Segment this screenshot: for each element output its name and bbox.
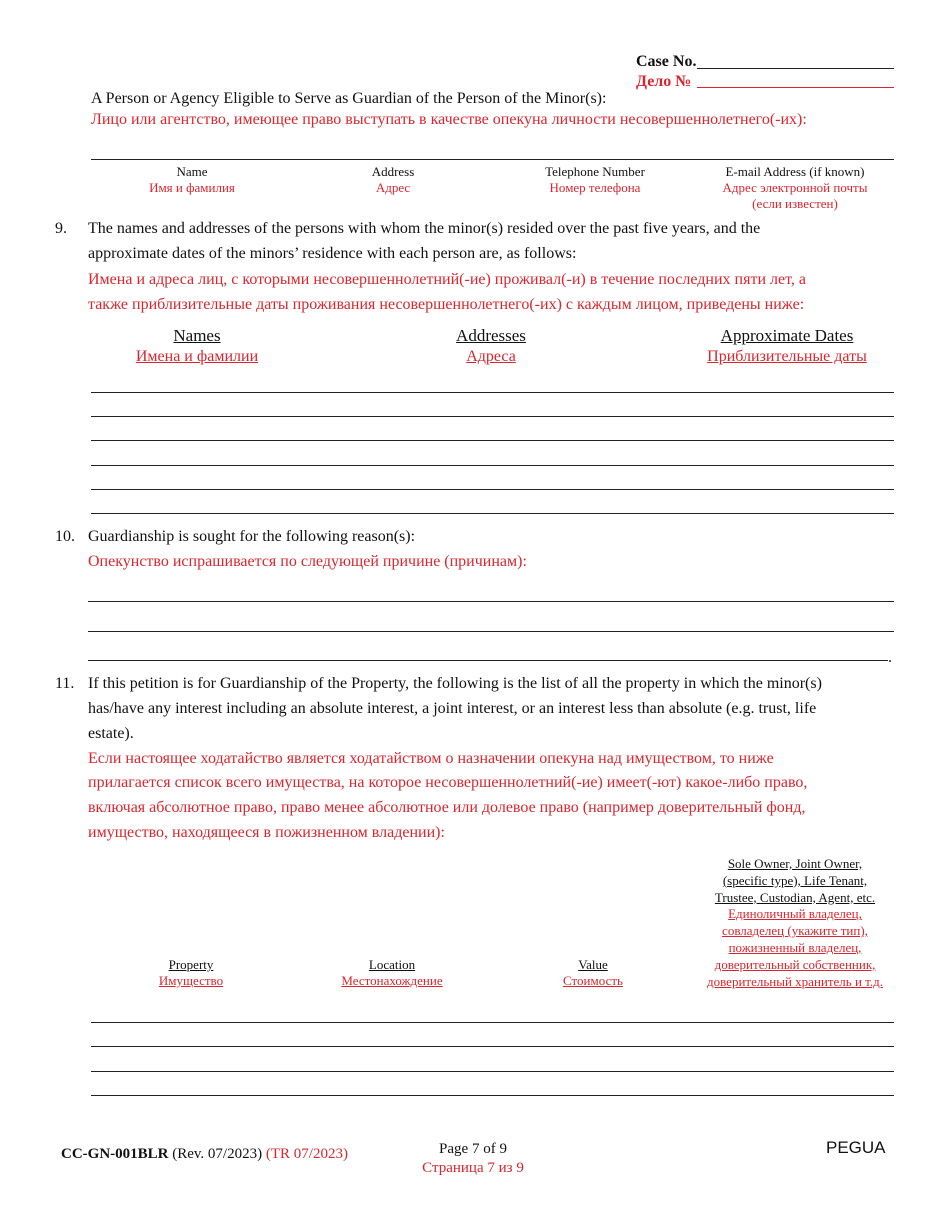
item11-text-line2: has/have any interest including an absolute interest, a joint interest, or an interest less than absolute (e.g. trust, life (88, 700, 817, 717)
guardian-heading: A Person or Agency Eligible to Serve as Guardian of the Person of the Minor(s): (91, 90, 607, 107)
item11-entry-line[interactable] (91, 1095, 894, 1096)
case-number-label: Case No. (636, 53, 697, 70)
item11-entry-line[interactable] (91, 1071, 894, 1072)
guardian-col-email: E-mail Address (if known) Адрес электронной почты (если известен) (722, 164, 868, 211)
footer-brand: PEGUA (826, 1138, 886, 1157)
item10-end-mark: . (888, 649, 892, 666)
item9-entry-line[interactable] (91, 489, 894, 490)
item9-entry-line[interactable] (91, 440, 894, 441)
item9-text-ru-line2: также приблизительные даты проживания несовершеннолетнего(-их) с каждым лицом, приведены ниже: (88, 296, 805, 313)
case-number-label-ru: Дело № (636, 73, 692, 90)
item9-entry-line[interactable] (91, 465, 894, 466)
item11-entry-line[interactable] (91, 1046, 894, 1047)
item10-entry-line[interactable] (88, 631, 894, 632)
item9-entry-line[interactable] (91, 416, 894, 417)
guardian-col-address: Address Адрес (371, 164, 415, 195)
item11-text-ru-line1: Если настоящее ходатайство является ходатайством о назначении опекуна над имуществом, то ниже (88, 750, 774, 767)
item11-entry-line[interactable] (91, 1022, 894, 1023)
case-number-field-ru[interactable] (697, 87, 894, 88)
item10-text-ru: Опекунство испрашивается по следующей причине (причинам): (88, 553, 527, 570)
item10-entry-line[interactable] (88, 601, 894, 602)
item10-text: Guardianship is sought for the following reason(s): (88, 528, 416, 545)
case-number-field[interactable] (697, 68, 894, 69)
item10-number: 10. (55, 528, 75, 545)
item9-col-dates: Approximate Dates Приблизительные даты (707, 326, 867, 365)
item9-number: 9. (55, 220, 67, 237)
item11-text-line1: If this petition is for Guardianship of the Property, the following is the list of all the property in which the minor(s) (88, 675, 822, 692)
form-translation-rev: (TR 07/2023) (265, 1146, 348, 1162)
item9-col-names: Names Имена и фамилии (135, 326, 259, 365)
item10-entry-line[interactable] (88, 660, 888, 661)
item11-col-owner-type: Sole Owner, Joint Owner, (specific type), Life Tenant, Trustee, Custodian, Agent, etc. Единоличный владелец, совладелец (укажите тип), пожизненный владелец, доверительный собственник, доверительный хранитель и т.д. (707, 856, 883, 989)
footer-form-id (61, 1145, 348, 1163)
item11-text-line3: estate). (88, 725, 134, 742)
item11-col-property: Property Имущество (158, 957, 224, 988)
item11-text-ru-line3: включая абсолютное право, право менее абсолютное или долевое право (например доверительный фонд, (88, 799, 806, 816)
guardian-heading-ru: Лицо или агентство, имеющее право выступать в качестве опекуна личности несовершеннолетнего(-их): (91, 111, 807, 128)
form-revision: (Rev. 07/2023) (172, 1146, 263, 1162)
guardian-col-name: Name Имя и фамилия (149, 164, 235, 195)
item9-text-ru-line1: Имена и адреса лиц, с которыми несовершеннолетний(-ие) проживал(-и) в течение последних пяти лет, а (88, 271, 806, 288)
item9-text-line2: approximate dates of the minors’ residence with each person are, as follows: (88, 245, 577, 262)
item11-col-value: Value Стоимость (563, 957, 623, 988)
footer-page-number: Page 7 of 9 Страница 7 из 9 (422, 1141, 524, 1176)
item9-col-addresses: Addresses Адреса (456, 326, 526, 365)
guardian-entry-line[interactable] (91, 159, 894, 160)
guardian-col-telephone: Telephone Number Номер телефона (545, 164, 645, 195)
item9-text-line1: The names and addresses of the persons with whom the minor(s) resided over the past five years, and the (88, 220, 761, 237)
item9-entry-line[interactable] (91, 513, 894, 514)
item11-text-ru-line4: имущество, находящееся в пожизненном владении): (88, 824, 445, 841)
item11-col-location: Location Местонахождение (341, 957, 443, 988)
item11-number: 11. (55, 675, 75, 692)
form-code: CC-GN-001BLR (61, 1146, 169, 1162)
item11-text-ru-line2: прилагается список всего имущества, на которое несовершеннолетний(-ие) имеет(-ют) какое-либо право, (88, 774, 808, 791)
item9-entry-line[interactable] (91, 392, 894, 393)
